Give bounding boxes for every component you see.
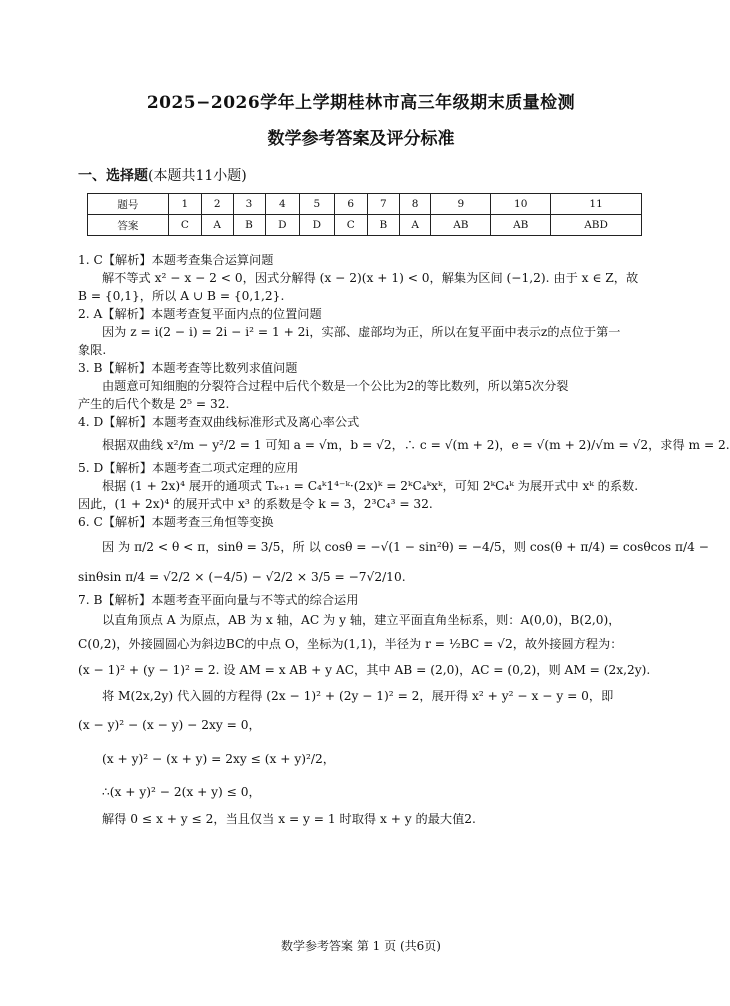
table-cell: 1 (168, 194, 201, 215)
solution-text: 由题意可知细胞的分裂符合过程中后代个数是一个公比为2的等比数列，所以第5次分裂 (102, 379, 569, 393)
section-title: 一、选择题 (78, 168, 148, 184)
page-footer: 数学参考答案 第 1 页 (共6页) (281, 939, 441, 953)
table-cell: 8 (399, 194, 431, 215)
solution-text: ∴(x + y)² − 2(x + y) ≤ 0， (102, 785, 261, 799)
solution-text: 以直角顶点 A 为原点，AB 为 x 轴，AC 为 y 轴，建立平面直角坐标系，则：A(0,0)，B(2,0)， (102, 613, 621, 627)
table-cell: B (367, 215, 399, 236)
solution-heading: 3. B【解析】本题考查等比数列求值问题 (78, 361, 298, 375)
page-subtitle: 数学参考答案及评分标准 (267, 129, 455, 149)
table-cell: D (265, 215, 300, 236)
page-title: 2025−2026学年上学期桂林市高三年级期末质量检测 (146, 93, 576, 113)
solution-heading: 4. D【解析】本题考查双曲线标准形式及离心率公式 (78, 415, 360, 429)
solution-text: 因 为 π/2 < θ < π，sinθ = 3/5，所 以 cosθ = −√(1 − sin²θ) = −4/5，则 cos(θ + π/4) = cosθcos π/4 − (102, 540, 709, 554)
solution-text: 解得 0 ≤ x + y ≤ 2，当且仅当 x = y = 1 时取得 x + y 的最大值2. (102, 812, 476, 826)
solution-text: 根据双曲线 x²/m − y²/2 = 1 可知 a = √m，b = √2，∴ c = √(m + 2)，e = √(m + 2)/√m = √2，求得 m = 2. (102, 438, 730, 452)
solutions (78, 251, 730, 831)
table-cell: AB (491, 215, 551, 236)
table-cell: 7 (367, 194, 399, 215)
table-cell: 4 (265, 194, 300, 215)
solution-text: 产生的后代个数是 2⁵ = 32. (78, 397, 230, 411)
table-cell: B (233, 215, 265, 236)
solution-text: 象限. (78, 343, 107, 357)
solution-heading: 5. D【解析】本题考查二项式定理的应用 (78, 461, 299, 475)
solution-text: 因此，(1 + 2x)⁴ 的展开式中 x³ 的系数是令 k = 3，2³C₄³ = 32. (78, 497, 433, 511)
solution-heading: 7. B【解析】本题考查平面向量与不等式的综合运用 (78, 593, 359, 607)
table-cell: 6 (334, 194, 367, 215)
solution-text: 根据 (1 + 2x)⁴ 展开的通项式 Tₖ₊₁ = C₄ᵏ1⁴⁻ᵏ·(2x)ᵏ = 2ᵏC₄ᵏxᵏ，可知 2ᵏC₄ᵏ 为展开式中 xᵏ 的系数. (102, 479, 639, 493)
table-cell: C (168, 215, 201, 236)
answer-table (87, 193, 642, 236)
section-heading (78, 165, 247, 185)
table-cell: 3 (233, 194, 265, 215)
solution-heading: 1. C【解析】本题考查集合运算问题 (78, 253, 274, 267)
table-cell: A (399, 215, 431, 236)
solution-text: (x − 1)² + (y − 1)² = 2. 设 AM = x AB + y AC，其中 AB = (2,0)，AC = (0,2)，则 AM = (2x,2y). (78, 663, 651, 677)
table-cell: 10 (491, 194, 551, 215)
solution-text: B = {0,1}，所以 A ∪ B = {0,1,2}. (78, 289, 285, 303)
solution-text: (x + y)² − (x + y) = 2xy ≤ (x + y)²/2， (102, 752, 335, 766)
table-cell: AB (431, 215, 491, 236)
solution-heading: 6. C【解析】本题考查三角恒等变换 (78, 515, 274, 529)
table-cell: A (201, 215, 233, 236)
table-cell: 2 (201, 194, 233, 215)
solution-text: 将 M(2x,2y) 代入圆的方程得 (2x − 1)² + (2y − 1)² = 2，展开得 x² + y² − x − y = 0，即 (102, 689, 614, 703)
table-cell: 9 (431, 194, 491, 215)
row-label: 题号 (88, 194, 169, 215)
table-cell: ABD (551, 215, 642, 236)
table-cell: 11 (551, 194, 642, 215)
solution-text: sinθsin π/4 = √2/2 × (−4/5) − √2/2 × 3/5 = −7√2/10. (78, 570, 406, 584)
solution-text: C(0,2)，外接圆圆心为斜边BC的中点 O，坐标为(1,1)，半径为 r = ½BC = √2，故外接圆方程为： (78, 637, 623, 651)
table-row (88, 194, 642, 215)
table-row (88, 215, 642, 236)
solution-text: (x − y)² − (x − y) − 2xy = 0， (78, 718, 261, 732)
table-cell: D (300, 215, 335, 236)
solution-text: 因为 z = i(2 − i) = 2i − i² = 1 + 2i，实部、虚部均为正，所以在复平面中表示z的点位于第一 (102, 325, 621, 339)
table-cell: 5 (300, 194, 335, 215)
solution-text: 解不等式 x² − x − 2 < 0，因式分解得 (x − 2)(x + 1) < 0，解集为区间 (−1,2). 由于 x ∈ Z，故 (102, 271, 639, 285)
section-note: (本题共11小题) (148, 168, 247, 184)
solution-heading: 2. A【解析】本题考查复平面内点的位置问题 (78, 307, 322, 321)
table-cell: C (334, 215, 367, 236)
row-label: 答案 (88, 215, 169, 236)
